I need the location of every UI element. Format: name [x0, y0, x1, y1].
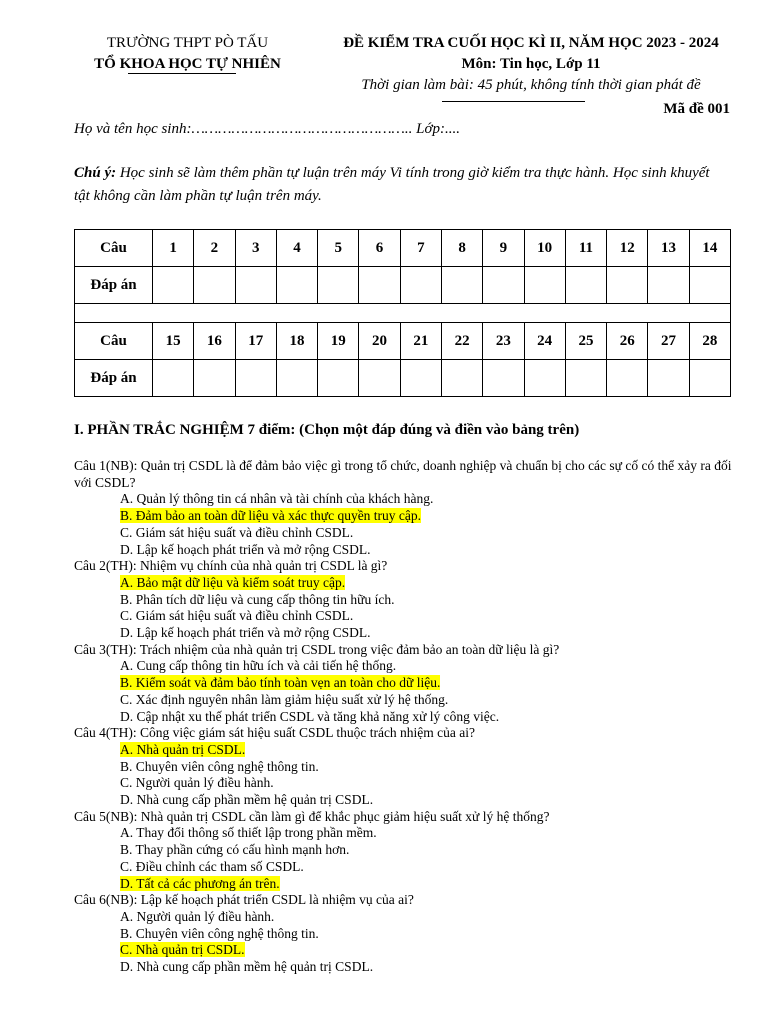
- answer-cell[interactable]: [276, 360, 317, 397]
- question-stem: Câu 3(TH): Trách nhiệm của nhà quản trị CSDL trong việc đảm bảo an toàn dữ liệu là gì?: [74, 641, 560, 657]
- question-label-cell: Câu: [75, 230, 153, 267]
- option-text: D. Nhà cung cấp phần mềm hệ quản trị CSDL.: [120, 792, 374, 808]
- department-name: TỔ KHOA HỌC TỰ NHIÊN: [94, 56, 281, 72]
- question-number-cell: 19: [318, 323, 359, 360]
- option-text-highlighted: B. Đảm bảo an toàn dữ liệu và xác thực quyền truy cập.: [120, 508, 422, 524]
- question-number-cell: 6: [359, 230, 400, 267]
- option-text: A. Thay đổi thông số thiết lập trong phần mềm.: [120, 825, 377, 841]
- option: [74, 491, 734, 508]
- option: [74, 792, 734, 809]
- option-text: D. Lập kế hoạch phát triển và mở rộng CSDL.: [120, 541, 371, 557]
- note-text: Học sinh sẽ làm thêm phần tự luận trên máy Vi tính trong giờ kiểm tra thực hành. Học sinh khuyết tật không cần làm phần tự luận trên máy.: [74, 165, 710, 204]
- answer-cell[interactable]: [689, 360, 730, 397]
- option: [74, 542, 734, 559]
- answer-table-spacer-row: [75, 304, 731, 323]
- option-text-highlighted: B. Kiểm soát và đảm bảo tính toàn vẹn an toàn cho dữ liệu.: [120, 675, 441, 691]
- question-number-cell: 22: [441, 323, 482, 360]
- option: [74, 658, 734, 675]
- option-correct: [74, 876, 734, 893]
- question-stem: Câu 1(NB): Quản trị CSDL là để đảm bảo việc gì trong tổ chức, doanh nghiệp và chuẩn bị cho các sự cố có thể xảy ra đối với CSDL?: [74, 458, 732, 490]
- option: [74, 959, 734, 976]
- answer-cell[interactable]: [483, 267, 524, 304]
- option: [74, 926, 734, 943]
- answer-cell[interactable]: [441, 360, 482, 397]
- option-text: D. Cập nhật xu thế phát triển CSDL và tăng khả năng xử lý công việc.: [120, 708, 500, 724]
- question-number-cell: 5: [318, 230, 359, 267]
- option-correct: [74, 675, 734, 692]
- question-number-cell: 18: [276, 323, 317, 360]
- exam-subject: Môn: Tin học, Lớp 11: [461, 56, 601, 72]
- answer-label-cell: Đáp án: [75, 360, 153, 397]
- question-number-cell: 7: [400, 230, 441, 267]
- question-number-cell: 11: [565, 230, 606, 267]
- answer-cell[interactable]: [689, 267, 730, 304]
- option-text: C. Giám sát hiệu suất và điều chỉnh CSDL.: [120, 524, 354, 540]
- option-text-highlighted: A. Nhà quản trị CSDL.: [120, 741, 246, 757]
- answer-cell[interactable]: [648, 360, 689, 397]
- option-text: A. Người quản lý điều hành.: [120, 908, 275, 924]
- answer-cell[interactable]: [483, 360, 524, 397]
- student-info-line: Họ và tên học sinh:………………………………………….. Lớp:....: [74, 121, 460, 137]
- question-stem: Câu 5(NB): Nhà quản trị CSDL cần làm gì để khắc phục giảm hiệu suất xử lý hệ thống?: [74, 808, 550, 824]
- school-name: TRƯỜNG THPT PÒ TẤU: [106, 35, 269, 51]
- answer-cell[interactable]: [524, 267, 565, 304]
- spacer-cell: [75, 304, 731, 323]
- option: [74, 592, 734, 609]
- answer-cell[interactable]: [524, 360, 565, 397]
- question-number-cell: 3: [235, 230, 276, 267]
- question-number-cell: 8: [441, 230, 482, 267]
- option: [74, 759, 734, 776]
- answer-cell[interactable]: [235, 267, 276, 304]
- exam-time: Thời gian làm bài: 45 phút, không tính thời gian phát đề: [361, 77, 701, 93]
- option-text-highlighted: A. Bảo mật dữ liệu và kiểm soát truy cập.: [120, 574, 346, 590]
- option-text: D. Lập kế hoạch phát triển và mở rộng CSDL.: [120, 625, 371, 641]
- question-number-cell: 26: [607, 323, 648, 360]
- question-stem: Câu 2(TH): Nhiệm vụ chính của nhà quản trị CSDL là gì?: [74, 558, 388, 574]
- option-text: C. Giám sát hiệu suất và điều chỉnh CSDL.: [120, 608, 354, 624]
- header-right: [316, 33, 746, 96]
- section-title: I. PHẦN TRẮC NGHIỆM 7 điểm: (Chọn một đáp đúng và điền vào bảng trên): [74, 422, 580, 438]
- question-number-cell: 15: [153, 323, 194, 360]
- option-text: B. Chuyên viên công nghệ thông tin.: [120, 925, 319, 941]
- option: [74, 709, 734, 726]
- answer-cell[interactable]: [359, 267, 400, 304]
- option-text-highlighted: C. Nhà quản trị CSDL.: [120, 942, 245, 958]
- answer-cell[interactable]: [441, 267, 482, 304]
- question-number-cell: 23: [483, 323, 524, 360]
- option: [74, 909, 734, 926]
- question-number-cell: 20: [359, 323, 400, 360]
- question-number-cell: 28: [689, 323, 730, 360]
- answer-cell[interactable]: [153, 267, 194, 304]
- option: [74, 625, 734, 642]
- option-correct: [74, 742, 734, 759]
- option-correct: [74, 575, 734, 592]
- header-right-underline: [442, 101, 585, 102]
- option: [74, 775, 734, 792]
- answer-cell[interactable]: [565, 267, 606, 304]
- option-correct: [74, 508, 734, 525]
- question-number-cell: 13: [648, 230, 689, 267]
- option: [74, 859, 734, 876]
- header-left: [70, 33, 305, 75]
- header-left-underline: [128, 73, 236, 74]
- question-number-cell: 17: [235, 323, 276, 360]
- question-number-cell: 16: [194, 323, 235, 360]
- answer-table-question-row: [75, 323, 731, 360]
- answer-table: [74, 229, 731, 397]
- answer-table-question-row: [75, 230, 731, 267]
- question-number-cell: 2: [194, 230, 235, 267]
- answer-cell[interactable]: [359, 360, 400, 397]
- question-number-cell: 10: [524, 230, 565, 267]
- question-number-cell: 4: [276, 230, 317, 267]
- option: [74, 842, 734, 859]
- option-text: B. Thay phần cứng có cấu hình mạnh hơn.: [120, 842, 350, 858]
- answer-cell[interactable]: [648, 267, 689, 304]
- option-text: B. Chuyên viên công nghệ thông tin.: [120, 758, 319, 774]
- exam-title: ĐỀ KIỂM TRA CUỐI HỌC KÌ II, NĂM HỌC 2023 - 2024: [343, 35, 719, 51]
- question-number-cell: 27: [648, 323, 689, 360]
- question-stem: Câu 6(NB): Lập kế hoạch phát triển CSDL là nhiệm vụ của ai?: [74, 892, 414, 908]
- option-text-highlighted: D. Tất cả các phương án trên.: [120, 875, 280, 891]
- question-number-cell: 25: [565, 323, 606, 360]
- answer-table-answer-row: [75, 267, 731, 304]
- option-text: D. Nhà cung cấp phần mềm hệ quản trị CSDL.: [120, 959, 374, 975]
- note: [74, 162, 724, 208]
- answer-cell[interactable]: [276, 267, 317, 304]
- question-number-cell: 21: [400, 323, 441, 360]
- answer-cell[interactable]: [194, 360, 235, 397]
- option-correct: [74, 942, 734, 959]
- option-text: B. Phân tích dữ liệu và cung cấp thông tin hữu ích.: [120, 591, 395, 607]
- question-number-cell: 14: [689, 230, 730, 267]
- option: [74, 608, 734, 625]
- answer-table-answer-row: [75, 360, 731, 397]
- option-text: A. Quản lý thông tin cá nhân và tài chính của khách hàng.: [120, 491, 434, 507]
- question-stem: Câu 4(TH): Công việc giám sát hiệu suất CSDL thuộc trách nhiệm của ai?: [74, 725, 476, 741]
- answer-cell[interactable]: [607, 360, 648, 397]
- answer-cell[interactable]: [194, 267, 235, 304]
- answer-cell[interactable]: [400, 267, 441, 304]
- option: [74, 825, 734, 842]
- question-list: [74, 458, 734, 976]
- question-number-cell: 24: [524, 323, 565, 360]
- option: [74, 525, 734, 542]
- option-text: C. Người quản lý điều hành.: [120, 775, 274, 791]
- answer-cell[interactable]: [153, 360, 194, 397]
- answer-label-cell: Đáp án: [75, 267, 153, 304]
- answer-cell[interactable]: [235, 360, 276, 397]
- exam-code: Mã đề 001: [663, 101, 730, 117]
- option-text: C. Điều chỉnh các tham số CSDL.: [120, 858, 304, 874]
- question-number-cell: 1: [153, 230, 194, 267]
- question-label-cell: Câu: [75, 323, 153, 360]
- option-text: A. Cung cấp thông tin hữu ích và cải tiến hệ thống.: [120, 658, 397, 674]
- answer-cell[interactable]: [607, 267, 648, 304]
- answer-cell[interactable]: [318, 360, 359, 397]
- option-text: C. Xác định nguyên nhân làm giảm hiệu suất xử lý hệ thống.: [120, 691, 449, 707]
- answer-cell[interactable]: [565, 360, 606, 397]
- question-number-cell: 9: [483, 230, 524, 267]
- answer-cell[interactable]: [400, 360, 441, 397]
- note-label: Chú ý:: [74, 165, 117, 181]
- question-number-cell: 12: [607, 230, 648, 267]
- answer-cell[interactable]: [318, 267, 359, 304]
- option: [74, 692, 734, 709]
